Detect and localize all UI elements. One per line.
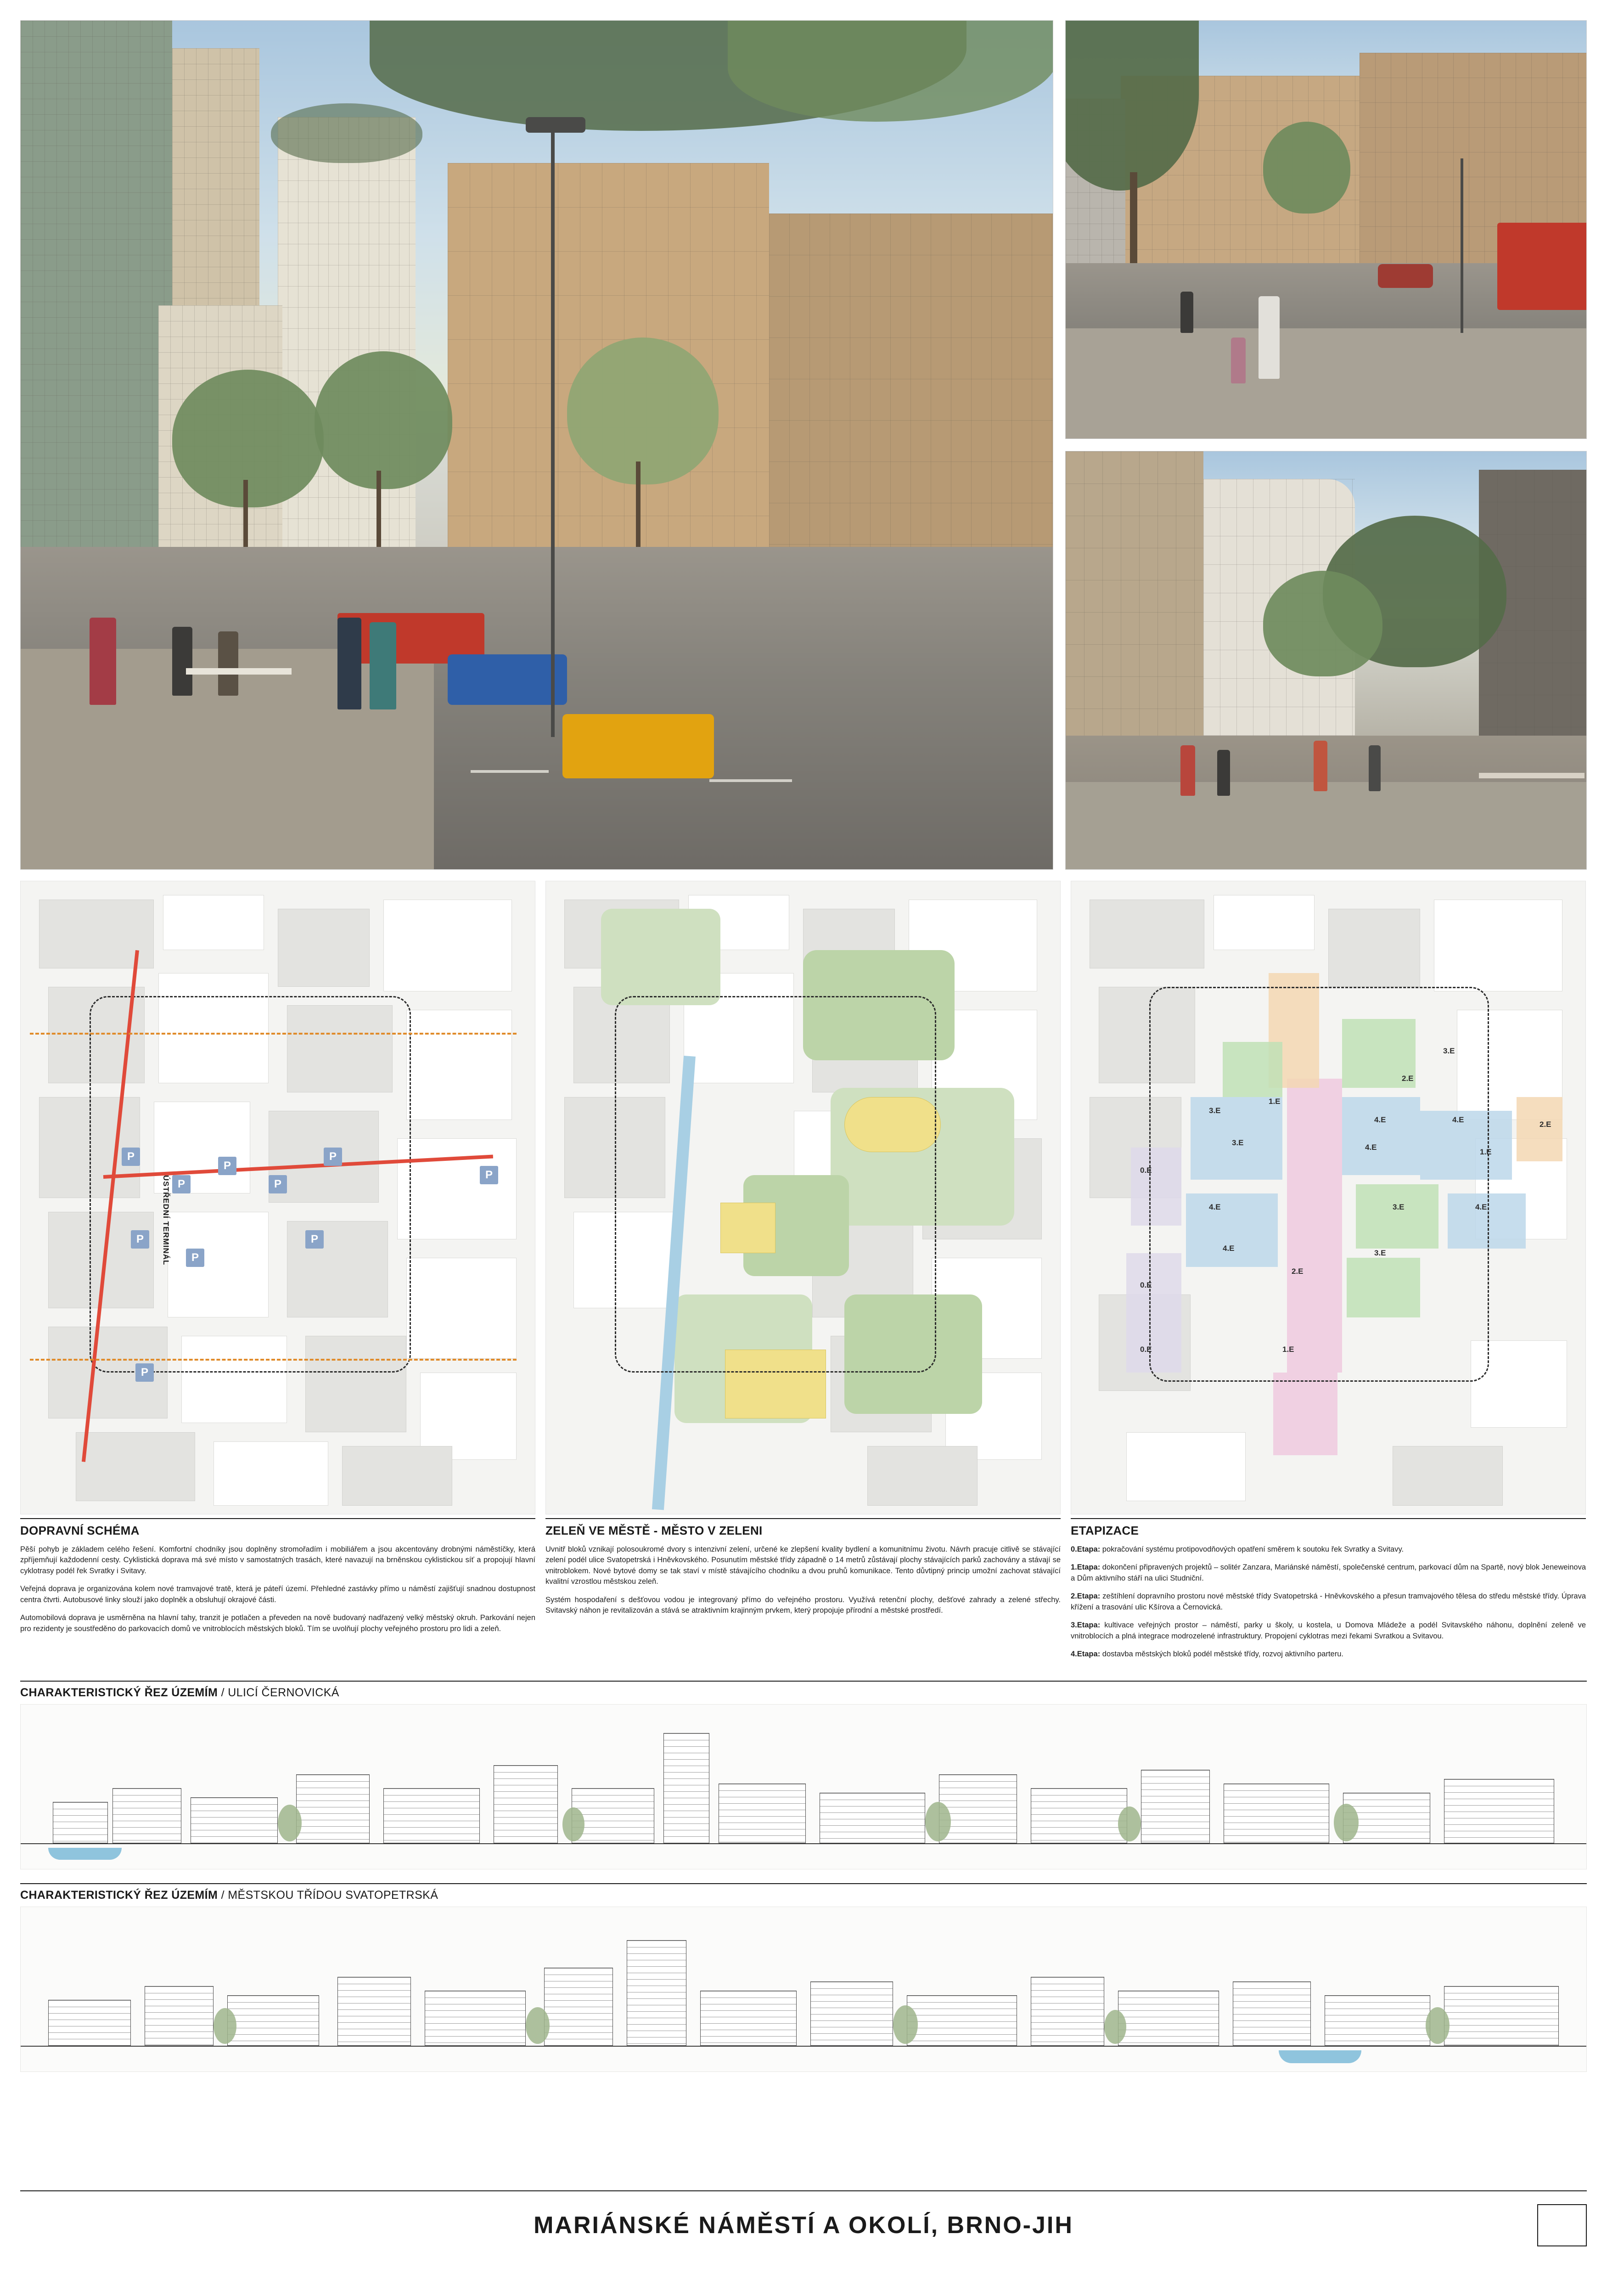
- description-row: [20, 1518, 1587, 1667]
- area-boundary: [1149, 987, 1489, 1382]
- paragraph-phase-3: 3.Etapa: kultivace veřejných prostor – náměstí, parky u školy, u kostela, u Domova Mládeže a podél Svitavského náhonu, doplnění zeleně ve vnitroblocích a plná integrace modrozelené infrastruktury. Propojení cyklotras mezi řekami Svratkou a Svitavou.: [1071, 1621, 1586, 1640]
- bus-route: [30, 1033, 517, 1035]
- paragraph-phase-4: 4.Etapa: dostavba městských bloků podél městské třídy, rozvoj aktivního parteru.: [1071, 1649, 1343, 1658]
- area-boundary: [90, 996, 411, 1373]
- render-main-street-perspective: [20, 20, 1053, 870]
- person: [1217, 750, 1230, 796]
- phase-label: 4.E: [1374, 1115, 1386, 1124]
- phase-label: 4.E: [1223, 1244, 1235, 1253]
- person-child: [1231, 338, 1246, 383]
- section-heading: [20, 1883, 1587, 1907]
- parking-marker: P: [122, 1148, 140, 1166]
- person: [1314, 741, 1327, 791]
- heading-doprava: DOPRAVNÍ SCHÉMA: [20, 1524, 140, 1537]
- text-column-green: [545, 1518, 1061, 1667]
- paragraph-phase-2: 2.Etapa: zeštíhlení dopravního prostoru nové městské třídy Svatopetrská - Hněvkovského a přesun tramvajového tělesa do středu městské třídy. Úprava křížení a trasování ulic Kšírova a Černovická.: [1071, 1592, 1586, 1611]
- parking-marker: P: [269, 1175, 287, 1193]
- car: [1378, 264, 1433, 288]
- paragraph: Automobilová doprava je usměrněna na hlavní tahy, tranzit je potlačen a převeden na nově budovaný nadřazený velký městský okruh. Parkování nejen pro rezidenty je soustředěno do parkovacích domů ve vnitroblocích městských bloků. Tím se uvolňují plochy veřejného prostoru pro lidi a zeleň.: [20, 1614, 535, 1633]
- cafe-table: [186, 668, 292, 675]
- person: [90, 618, 116, 705]
- street-lamp-pole: [551, 131, 555, 737]
- cafe-table: [1479, 773, 1585, 778]
- phase-label: 3.E: [1374, 1249, 1386, 1257]
- phase-zone: [1517, 1097, 1562, 1161]
- building-left: [1066, 451, 1203, 773]
- map-transport-scheme: [20, 881, 535, 1514]
- text-column-transport: [20, 1518, 535, 1667]
- section-heading: [20, 1681, 1587, 1704]
- phase-label: 4.E: [1209, 1203, 1221, 1211]
- street-tree: [315, 351, 452, 489]
- sidewalk: [1066, 328, 1587, 439]
- parking-marker: P: [131, 1230, 149, 1249]
- phase-label: 4.E: [1475, 1203, 1487, 1211]
- plaza-paving: [1066, 782, 1587, 869]
- person: [337, 618, 361, 709]
- paragraph: Veřejná doprava je organizována kolem nové tramvajové tratě, která je páteří území. Přehledné zastávky přímo u náměstí zajišťují snadnou dostupnost centra čtvrti. Autobusové linky slouží jako doplněk a obsluhují okrajové části.: [20, 1585, 535, 1604]
- board-footer: [20, 2190, 1587, 2259]
- parking-marker: P: [324, 1148, 342, 1166]
- board-title: MARIÁNSKÉ NÁMĚSTÍ A OKOLÍ, BRNO-JIH: [534, 2212, 1073, 2239]
- render-public-space-view: [1065, 451, 1587, 870]
- street-lamp-head: [526, 117, 585, 133]
- green-area: [601, 909, 720, 1005]
- map-phasing-scheme: [1071, 881, 1586, 1514]
- phase-label: 3.E: [1232, 1138, 1244, 1147]
- paragraph: Systém hospodaření s dešťovou vodou je integrovaný přímo do veřejného prostoru. Využívá retenční plochy, dešťové zahrady a zelené střechy. Svitavský náhon je revitalizován a stává se atraktivním krajinným prvkem, který propojuje přírodní a městské prostředí.: [545, 1595, 1061, 1615]
- person: [172, 627, 192, 696]
- phase-label: 3.E: [1443, 1047, 1455, 1055]
- phase-label: 1.E: [1282, 1345, 1294, 1354]
- street-tree: [172, 370, 324, 507]
- person: [1180, 292, 1193, 333]
- section-svatopetrska: [20, 1883, 1587, 2072]
- section-subtitle: / ULICÍ ČERNOVICKÁ: [221, 1686, 339, 1699]
- parking-marker: P: [305, 1230, 324, 1249]
- building-tower: [278, 117, 416, 567]
- person: [1180, 745, 1195, 796]
- phase-label: 0.E: [1140, 1281, 1152, 1289]
- street-tree: [1263, 122, 1350, 214]
- parking-marker: P: [186, 1249, 204, 1267]
- tram-vehicle: [1497, 223, 1587, 310]
- road-marking: [709, 779, 792, 782]
- phase-label: 0.E: [1140, 1345, 1152, 1354]
- car-yellow: [562, 714, 714, 778]
- terminal-label: ÚSTŘEDNÍ TERMINÁL: [162, 1175, 170, 1266]
- tower-roof-greenery: [271, 103, 422, 163]
- text-column-phasing: [1071, 1518, 1586, 1667]
- section-cernovicka: [20, 1681, 1587, 1869]
- street-tree: [567, 338, 719, 484]
- road-marking: [471, 770, 549, 773]
- paragraph-phase-1: 1.Etapa: dokončení připravených projektů – solitér Zanzara, Mariánské náměstí, společenské centrum, parkovací dům na Spartě, nový blok Jeneweinova a Dům aktivního stáří na ulici Studniční.: [1071, 1563, 1586, 1582]
- render-tram-street-view: [1065, 20, 1587, 439]
- paragraph: Pěší pohyb je základem celého řešení. Komfortní chodníky jsou doplněny stromořadím i mobiliářem a jsou akcentovány drobnými náměstíčky, která zpříjemňují každodenní cesty. Cyklistická doprava má své místo v samostatných trasách, které navazují na brněnskou cyklistickou síť a propojují hlavní cyklotrasy podél řek Svratky i Svitavy.: [20, 1545, 535, 1575]
- render-side-column: [1065, 20, 1587, 870]
- section-subtitle: / MĚSTSKOU TŘÍDOU SVATOPETRSKÁ: [221, 1889, 438, 1902]
- bus-route: [30, 1359, 517, 1361]
- phase-zone: [1273, 1373, 1337, 1455]
- paragraph: Uvnitř bloků vznikají polosoukromé dvory s intenzivní zelení, určené ke zlepšení kvality bydlení a komunitnímu životu. Návrh pracuje citlivě se stávající zelení podél ulice Svatopetrská i Hněvkovského. Posunutím městské třídy západně o 14 metrů zůstávají plochy stávajících parků zachovány a stávají se vnitroblokem. Nové bytové domy se tak staví v místě stávajícího chodníku a dvou pruhů komunikace. Tento důvtipný princip umožní zachovat stávající kvalitní vzrostlou městskou zeleň.: [545, 1545, 1061, 1586]
- parking-marker: P: [135, 1363, 154, 1382]
- phase-label: 1.E: [1480, 1148, 1492, 1156]
- person: [218, 631, 238, 696]
- phase-label: 4.E: [1452, 1115, 1464, 1124]
- phase-label: 2.E: [1402, 1074, 1414, 1083]
- phase-label: 1.E: [1269, 1097, 1281, 1106]
- section-drawing-cernovicka: [20, 1704, 1587, 1869]
- area-boundary: [615, 996, 936, 1373]
- parking-marker: P: [172, 1175, 191, 1193]
- person-adult: [1259, 296, 1280, 379]
- park-tree: [1263, 571, 1382, 676]
- phase-label: 2.E: [1292, 1267, 1304, 1276]
- map-green-scheme: [545, 881, 1061, 1514]
- render-row: [20, 20, 1587, 870]
- car-blue: [448, 654, 567, 705]
- heading-etapizace: ETAPIZACE: [1071, 1524, 1139, 1537]
- phase-label: 0.E: [1140, 1166, 1152, 1175]
- section-drawing-svatopetrska: [20, 1907, 1587, 2072]
- person: [370, 622, 396, 709]
- section-title: CHARAKTERISTICKÝ ŘEZ ÚZEMÍM: [20, 1889, 218, 1902]
- parking-marker: P: [218, 1157, 236, 1175]
- section-title: CHARAKTERISTICKÝ ŘEZ ÚZEMÍM: [20, 1686, 218, 1699]
- street-lamp-pole: [1461, 158, 1463, 333]
- code-box: [1537, 2204, 1587, 2246]
- paragraph-phase-0: 0.Etapa: pokračování systému protipovodňových opatření směrem k soutoku řek Svratky a Svitavy.: [1071, 1545, 1404, 1553]
- phase-label: 2.E: [1540, 1120, 1551, 1129]
- heading-zelen: ZELEŇ VE MĚSTĚ - MĚSTO V ZELENI: [545, 1524, 763, 1537]
- person: [1369, 745, 1381, 791]
- phase-label: 4.E: [1365, 1143, 1377, 1152]
- phase-label: 3.E: [1393, 1203, 1405, 1211]
- map-row: [20, 881, 1587, 1514]
- phase-label: 3.E: [1209, 1106, 1221, 1115]
- parking-marker: P: [480, 1166, 498, 1184]
